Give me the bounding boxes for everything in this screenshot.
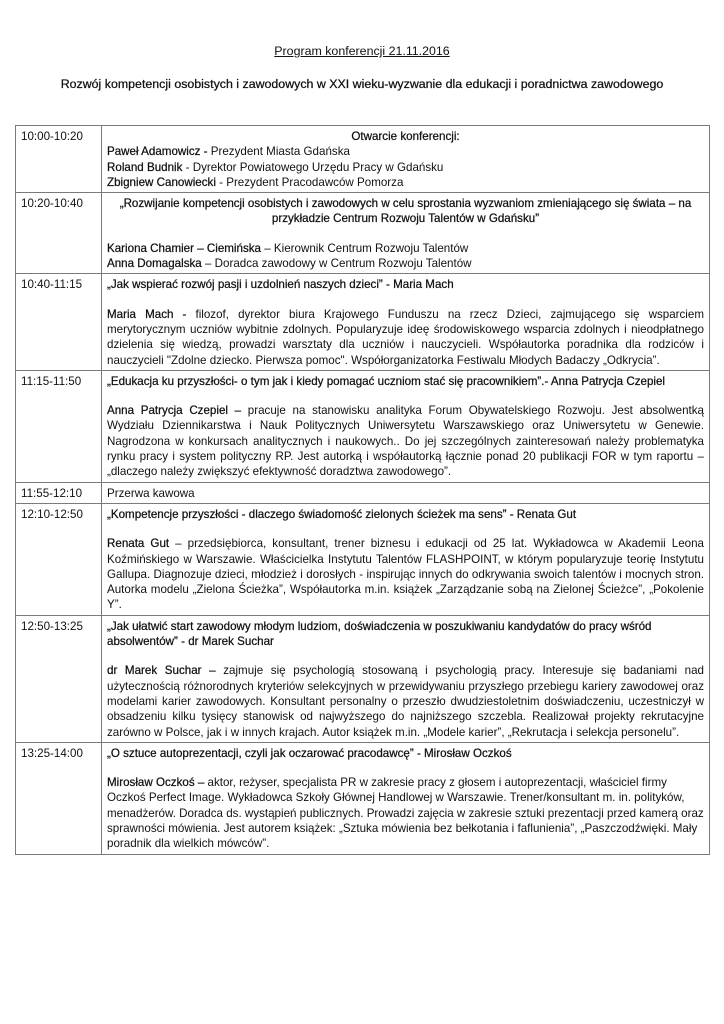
speaker-role: – Doradca zawodowy w Centrum Rozwoju Talentów	[201, 257, 472, 271]
session-content	[102, 274, 710, 370]
session-title: „O sztuce autoprezentacji, czyli jak oczarować pracodawcę” - Mirosław Oczkoś	[107, 746, 512, 760]
speaker-name: Maria Mach -	[107, 307, 196, 321]
agenda-row	[16, 615, 710, 742]
speaker-line	[107, 144, 704, 159]
speaker-role: Prezydent Miasta Gdańska	[210, 145, 350, 159]
speaker-line	[107, 175, 704, 190]
session-content	[102, 370, 710, 482]
bio-text: zajmuje się psychologią stosowaną i psychologią pracy. Interesuje się badaniami nad użytecznością różnorodnych kryteriów selekcyjnych w przewidywaniu przyszłego przebiegu kariery zawodowej oraz modelami karier zawodowych. Konsultant personalny o przeszło dwudziestoletnim doświadczeniu, uczestniczył w obsadzeniu kilku tysięcy stanowisk od najwyższego do najniższego szczebla. Realizował projekty rekrutacyjne zarówno w Polsce, jak i w innych krajach. Autor książek m.in. „Modele karier”, „Rekrutacja i selekcja personelu”.	[107, 664, 704, 739]
agenda-row	[16, 742, 710, 854]
session-content	[102, 126, 710, 193]
bio-text: filozof, dyrektor biura Krajowego Funduszu na rzecz Dzieci, zajmującego się wsparciem merytorycznym uczniów wybitnie zdolnych. Popularyzuje ideę środowiskowego wsparcia zdolnych i nieodpłatnego dzielenia się wiedzą, prowadzi warsztaty dla uczniów i nauczycieli. Współautorka poradnika dla rodziców i nauczycieli "Zdolne dziecko. Pierwsza pomoc". Współorganizatorka Festiwalu Młodych Badaczy „Odkrycia”.	[107, 307, 704, 367]
agenda-row	[16, 126, 710, 193]
speaker-name: dr Marek Suchar –	[107, 664, 224, 678]
session-content	[102, 193, 710, 274]
session-title: „Edukacja ku przyszłości- o tym jak i kiedy pomagać uczniom stać się pracownikiem”.- Anna Patrycja Czepiel	[107, 374, 665, 388]
session-title: Otwarcie konferencji:	[351, 130, 460, 143]
session-content	[102, 503, 710, 615]
program-date-heading: Program konferencji 21.11.2016	[274, 44, 450, 58]
speaker-role: – Kierownik Centrum Rozwoju Talentów	[261, 241, 469, 255]
session-title: „Rozwijanie kompetencji osobistych i zawodowych w celu sprostania wyzwaniom zmieniającego się świata – na przykładzie Centrum Rozwoju Talentów w Gdańsku”	[119, 197, 692, 226]
session-title: Przerwa kawowa	[107, 486, 195, 500]
bio-text: pracuje na stanowisku analityka Forum Obywatelskiego Rozwoju. Jest absolwentką Wydziału Dziennikarstwa i Nauk Politycznych Uniwersytetu Warszawskiego oraz Uniwersytetu w Genewie. Nagrodzona w konkursach analitycznych i naukowych.. Do jej szczególnych zainteresowań należy problematyka rynku pracy i system polityczny RP. Jest autorką i współautorką łącznie ponad 20 publikacji FOR w tym raportu – „dlaczego należy zwiększyć efektywność doradztwa zawodowego”.	[107, 404, 704, 479]
speaker-line	[107, 241, 704, 256]
session-time: 10:00-10:20	[16, 126, 102, 193]
session-time: 11:55-12:10	[16, 482, 102, 503]
agenda-table	[15, 125, 710, 855]
session-title: „Kompetencje przyszłości - dlaczego świadomość zielonych ścieżek ma sens” - Renata Gut	[107, 507, 577, 521]
agenda-row	[16, 193, 710, 274]
session-content	[102, 742, 710, 854]
session-title: „Jak ułatwić start zawodowy młodym ludziom, doświadczenia w poszukiwaniu kandydatów do pracy wśród absolwentów” - dr Marek Suchar	[107, 619, 652, 649]
speaker-bio	[107, 663, 704, 739]
session-content	[102, 482, 710, 503]
bio-text: – przedsiębiorca, konsultant, trener biznesu i edukacji od 25 lat. Wykładowca w Akademii Leona Koźmińskiego w Warszawie. Właścicielka Instytutu Talentów FLASHPOINT, w którym popularyzuje teorię Instytutu Gallupa. Diagnozuje dzieci, młodzież i dorosłych - inspirując innych do odkrywania swoich talentów i mocnych stron. Autorka modelu „Zielona Ścieżka”, Współautorka m.in. książek „Zarządzanie sobą na Zielonej Ścieżce”, „Pokolenie Y”.	[107, 537, 704, 612]
bio-text: aktor, reżyser, specjalista PR w zakresie pracy z głosem i autoprezentacji, właściciel firmy Oczkoś Perfect Image. Wykładowca Szkoły Głównej Handlowej w Warszawie. Trener/konsultant m. in. polityków, menadżerów. Doradca ds. wystąpień publicznych. Prowadzi zajęcia w zakresie sztuki prezentacji przed kamerą oraz sprawności mówienia. Jest autorem książek: „Sztuka mówienia bez bełkotania i faflunienia”, „Paszczodźwięki. Mały poradnik dla wielkich mówców”.	[107, 776, 704, 851]
speaker-name: Anna Domagalska	[107, 257, 202, 271]
speaker-role: - Prezydent Pracodawców Pomorza	[215, 175, 404, 189]
speaker-name: Zbigniew Canowiecki	[107, 175, 216, 189]
speaker-bio	[107, 536, 704, 612]
agenda-row	[16, 503, 710, 615]
speaker-name: Roland Budnik	[107, 160, 183, 174]
speaker-role: - Dyrektor Powiatowego Urzędu Pracy w Gdańsku	[182, 160, 444, 174]
session-time: 12:50-13:25	[16, 615, 102, 742]
speaker-name: Kariona Chamier – Ciemińska	[107, 241, 262, 255]
session-time: 13:25-14:00	[16, 742, 102, 854]
agenda-row	[16, 370, 710, 482]
speaker-name: Renata Gut	[107, 537, 170, 551]
agenda-row	[16, 274, 710, 370]
session-time: 10:20-10:40	[16, 193, 102, 274]
speaker-line	[107, 256, 704, 271]
session-time: 11:15-11:50	[16, 370, 102, 482]
speaker-bio	[107, 307, 704, 368]
session-time: 10:40-11:15	[16, 274, 102, 370]
session-time: 12:10-12:50	[16, 503, 102, 615]
speaker-name: Mirosław Oczkoś –	[107, 776, 208, 790]
conference-title: Rozwój kompetencji osobistych i zawodowych w XXI wieku-wyzwanie dla edukacji i poradnictwa zawodowego	[60, 77, 664, 91]
speaker-line	[107, 160, 704, 175]
session-title: „Jak wspierać rozwój pasji i uzdolnień naszych dzieci” - Maria Mach	[107, 278, 454, 292]
speaker-bio	[107, 403, 704, 479]
speaker-bio	[107, 775, 704, 851]
agenda-row	[16, 482, 710, 503]
session-content	[102, 615, 710, 742]
speaker-name: Paweł Adamowicz -	[107, 145, 211, 159]
speaker-name: Anna Patrycja Czepiel –	[107, 404, 248, 418]
